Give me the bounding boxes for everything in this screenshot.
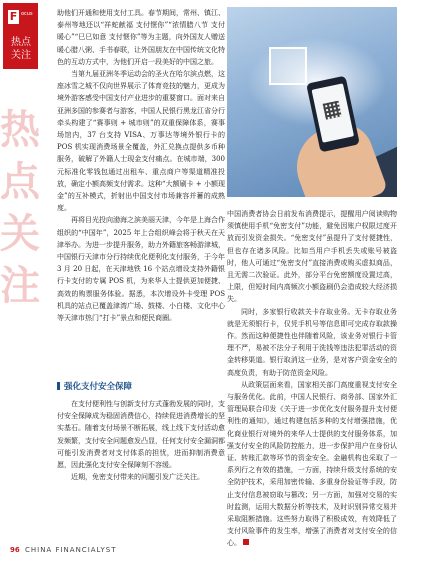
column-logo-label: ocus xyxy=(21,11,33,17)
banner-char-2: 点 xyxy=(0,159,40,205)
page-footer xyxy=(10,544,410,556)
qr-code-icon xyxy=(269,47,307,85)
left-column-lower xyxy=(57,398,225,483)
left-paragraph-1: 助他们开通和使用支付工具。春节期间，常州、镇江、泰州等地还以“祥蛇献福 支付惬你”“浓情腊八节 支付暖心”“巳巳如意 支付惬你”等为主题，向外国友人赠送暖心腊八粥、手书春联，让外国朋友在中国传统文化特色的互动方式中，为他们开启一段美好的中国之旅。 xyxy=(57,9,225,66)
column-logo xyxy=(3,3,38,69)
column-logo-line2: 关注 xyxy=(11,50,31,61)
magazine-name: CHINA FINANCIALYST xyxy=(24,546,117,554)
column-logo-letter: F xyxy=(9,10,18,23)
section-heading: 强化支付安全保障 xyxy=(57,380,225,392)
right-paragraph-2: 同时，多家银行收款关卡存取业务。无卡存取业务就是无须银行卡，仅凭手机号等信息即可完成存取款操作。然而这种便捷性也伴随着风险，该业务对银行卡管理不严，易被不法分子利用于洗钱等违法犯罪活动的资金转移渠道。银行取消这一业务，是对客户资金安全的高度负责，有助于防范资金风险。 xyxy=(227,307,397,377)
phone-screen xyxy=(312,83,355,142)
right-column xyxy=(227,208,397,550)
left-lower-paragraph-2: 近期，免密支付带来的问题引发广泛关注。 xyxy=(71,473,204,482)
column-sidebar xyxy=(0,0,42,565)
right-paragraph-3-text: 从政策层面来看，国家相关部门高度重视支付安全与服务优化。此前，中国人民银行、商务部、国家外汇管理局联合印发《关于进一步优化支付服务提升支付便利性的通知》，通过构建包括多种的支付增强措施，优化商业银行对境外的来华人士提供的支付服务体系，加强支付安全的风险防控能力，进一步保护用户在身份认证、转账汇款等环节的资金安全。金融机构也采取了一系列行之有效的措施，一方面，持续升级支付系统的安全防护技术，采用加密传输、多重身份验证等手段，防止支付信息被窃取与篡改；另一方面，加强对交易的实时监测，运用大数据分析等技术，及时识别异常交易并采取阻断措施。这些努力取得了积极成效，有效降低了支付风险事件的发生率，增强了消费者对支付安全的信心。 xyxy=(227,380,397,548)
left-paragraph-2: 当第九届亚洲冬季运动会的圣火在哈尔滨点燃，这座冰雪之城不仅向世界展示了体育竞技的魅力，更成为境外游客感受中国支付产业进步的重要窗口。面对来自亚洲多国的参赛者与游客，中国人民银行黑龙江省分行牵头构建了“赛事则 + 城市则”的双重保障体系，赛事场馆内，37 台支持 VISA、万事达等境外银行卡的 POS 机实现消费场景全覆盖，外汇兑换点提供多币种服务，破解了外籍人士现金支付痛点。在城市端，300 元标准化零钱包通过出租车、重点商户等渠道精准投放，确定小额高频支付需求。这种“大额刷卡 + 小额现金”的互补模式，折射出中国支付市场兼容并蓄的成熟度。 xyxy=(57,70,225,213)
banner-char-3: 关 xyxy=(0,211,40,257)
banner-char-1: 热 xyxy=(0,107,40,153)
right-paragraph-3 xyxy=(227,379,397,550)
phone-qr-icon xyxy=(323,101,342,120)
left-lower-paragraph-1: 在支付便利性与创新支付方式蓬勃发展的同时，支付安全保障成为稳固消费信心，持续促进消费增长的坚实基石。随着支付场景不断拓展，线上线下支付活动愈发频繁，支付安全问题愈发凸显，任何支付安全漏洞都可能引发消费者对支付体系的担忧，进而抑制消费意愿，因此强化支付安全保障刻不容缓。 xyxy=(57,400,225,470)
right-paragraph-1: 中国消费者协会日前发布消费提示，提醒用户阅读购物须慎使用手机“免密支付”功能，避免因账户权限过度开放而引发资金损失。“免密支付”虽提升了支付便捷性，但也存在诸多风险。比如当用户手机丢失或账号被盗时，他人可通过“免密支付”直接消费或购买虚拟商品，且无需二次验证。此外，部分平台免密额度设置过高，上限，但短时间内高频次小额盗刷仍会造成较大经济损失。 xyxy=(227,210,397,304)
banner-char-4: 注 xyxy=(0,263,40,309)
article-photo xyxy=(227,7,397,197)
page-number: 96 xyxy=(10,546,20,554)
left-paragraph-3: 再将目光投向渤海之滨美丽天津，今年是上海合作组织的“中国年”，2025 年上合组织峰会将于秋天在天津举办。为进一步提升服务，助力外籍旅客畅游津城，中国银行天津市分行持续优化便利化支付服务，于今年 3 月 20 日起，在天津地铁 16 个站点增设支持外籍银行卡支付的专属 POS 机，为来华人士提供更加便捷、高效的购票服务体验。据悉，本次增设外卡受理 POS 机具的站点已覆盖津湾广场、鼓楼、小白楼、文化中心等天津市热门“打卡”景点和便民商圈。 xyxy=(57,216,225,323)
column-logo-line1: 热点 xyxy=(11,37,31,48)
left-column xyxy=(57,7,225,324)
